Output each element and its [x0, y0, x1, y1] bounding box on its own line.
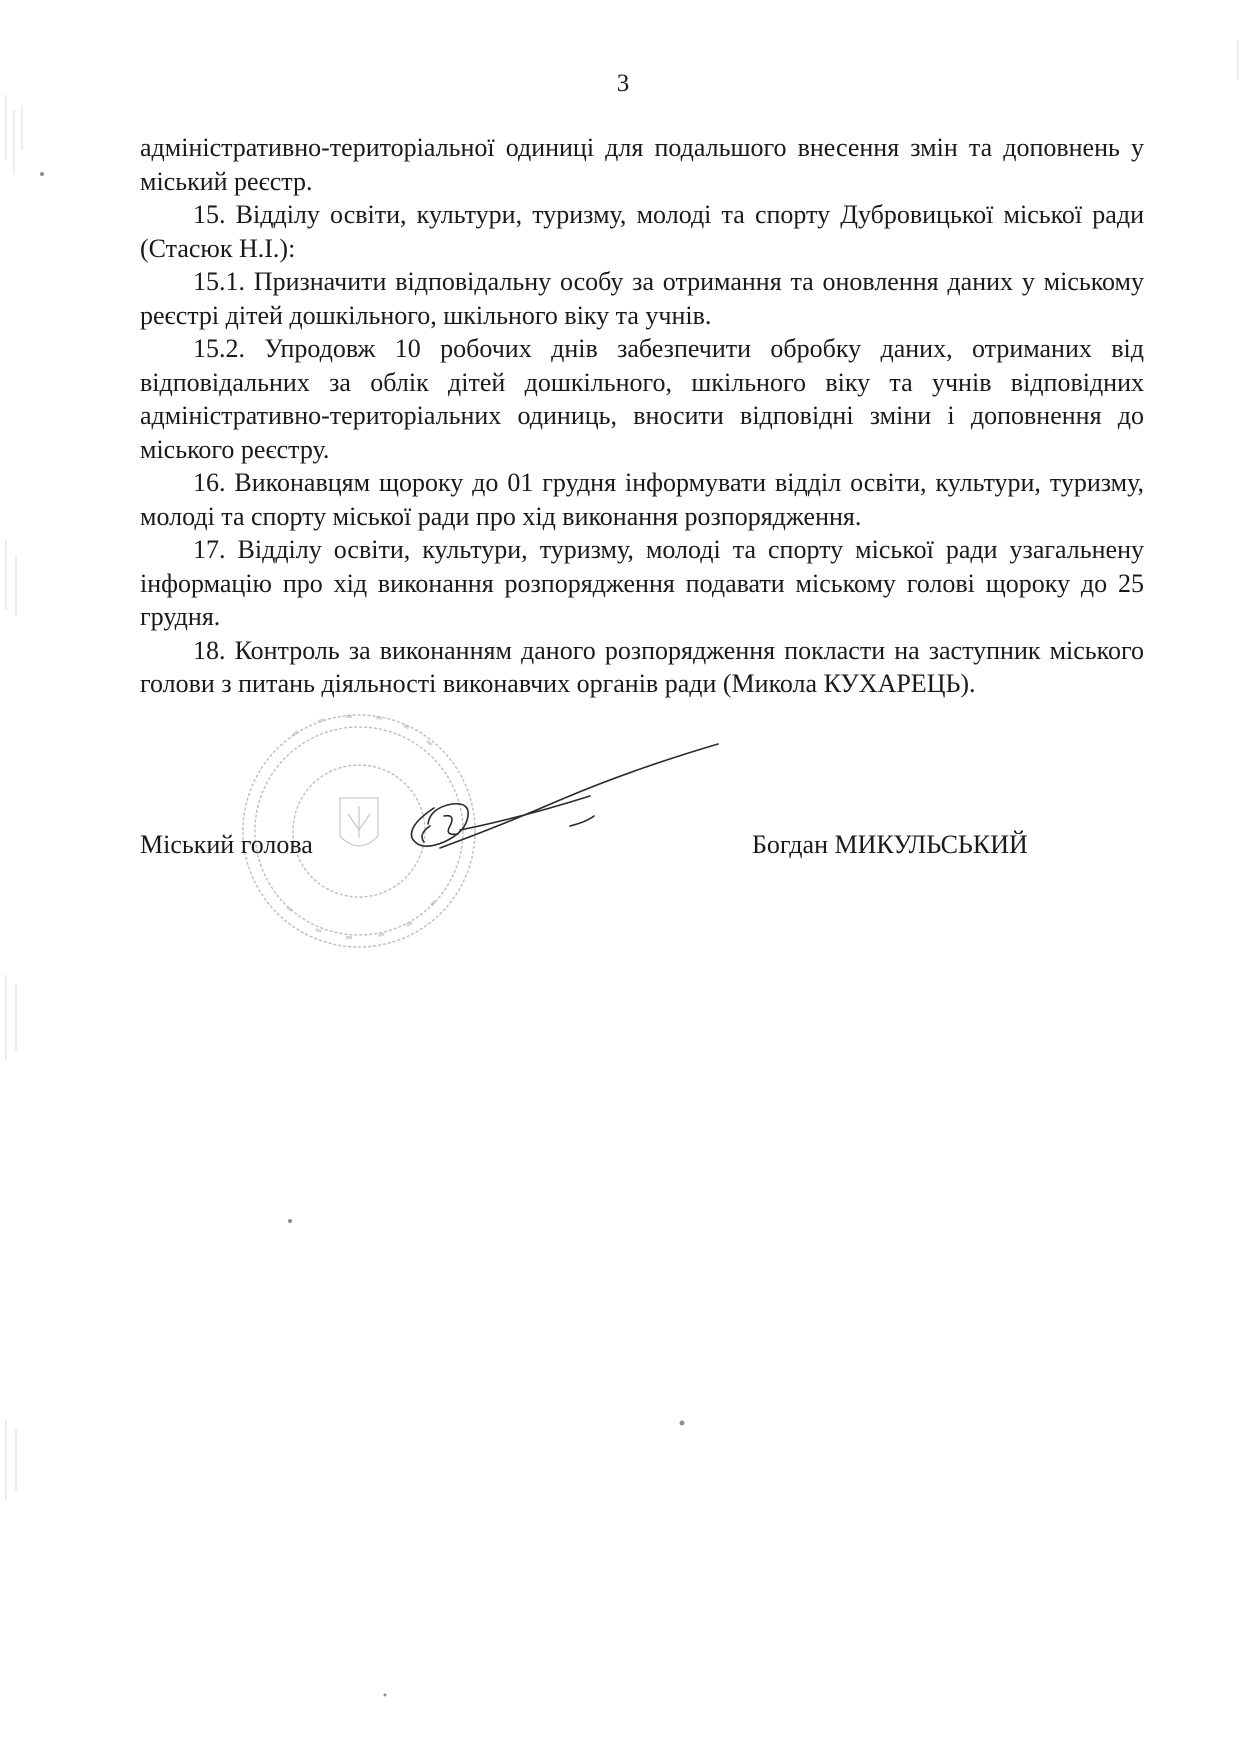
handwritten-signature [400, 730, 730, 880]
paragraph-16: 16. Виконавцям щороку до 01 грудня інформувати відділ освіти, культури, туризму, молоді та спорту міської ради про хід виконання розпорядження. [140, 468, 1144, 531]
signature-title: Міський голова [140, 830, 313, 859]
paragraph-17: 17. Відділу освіти, культури, туризму, молоді та спорту міської ради узагальнену інформацію про хід виконання розпорядження подавати міському голові щороку до 25 грудня. [140, 535, 1144, 631]
paragraph-continuation: адміністративно-територіальної одиниці для подальшого внесення змін та доповнень у міський реєстр. [140, 133, 1144, 196]
paragraph-15: 15. Відділу освіти, культури, туризму, молоді та спорту Дубровицької міської ради (Стасюк Н.І.): [140, 200, 1144, 263]
page-number: 3 [616, 70, 630, 97]
signatory-name: Богдан МИКУЛЬСЬКИЙ [752, 830, 1028, 859]
paragraph-18: 18. Контроль за виконанням даного розпорядження покласти на заступник міського голови з питань діяльності виконавчих органів ради (Микола КУХАРЕЦЬ). [140, 635, 1144, 698]
document-body [140, 131, 1144, 701]
paragraph-15-1: 15.1. Призначити відповідальну особу за отримання та оновлення даних у міському реєстрі дітей дошкільного, шкільного віку та учнів. [140, 267, 1144, 330]
paragraph-15-2: 15.2. Упродовж 10 робочих днів забезпечити обробку даних, отриманих від відповідальних за облік дітей дошкільного, шкільного віку та учнів відповідних адміністративно-територіальних одиниць, вносити відповідні зміни і доповнення до міського реєстру. [140, 334, 1144, 464]
